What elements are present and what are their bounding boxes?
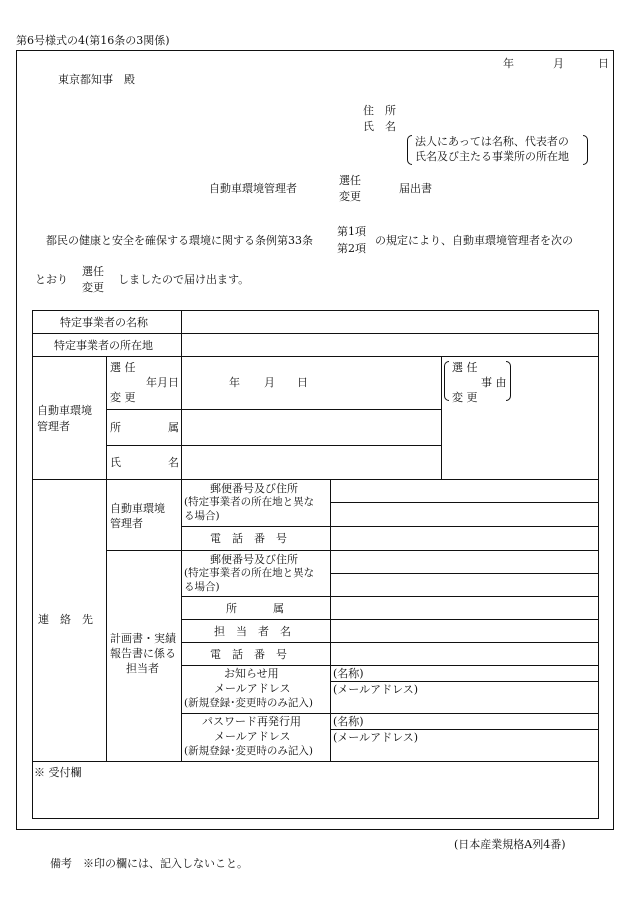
manager-dept-input[interactable] <box>181 409 442 446</box>
manager-postal-code-input[interactable] <box>330 479 599 503</box>
reason-label-2: 事 由 <box>481 376 507 389</box>
appoint-date-year: 年 <box>229 376 240 389</box>
clause-2: 第2項 <box>337 242 366 255</box>
planner-phone-input[interactable] <box>330 642 599 666</box>
pw-label-1: パスワード再発行用 <box>202 715 301 728</box>
planner-address-input[interactable] <box>330 573 599 597</box>
body-text-1: 都民の健康と安全を確保する環境に関する条例第33条 <box>46 234 313 247</box>
business-location-input[interactable] <box>181 333 599 357</box>
manager-group-label-2: 管理者 <box>37 420 70 433</box>
note-bracket-left <box>407 135 412 165</box>
pw-email-placeholder: (メールアドレス) <box>333 731 419 744</box>
planner-dept-input[interactable] <box>330 596 599 620</box>
sub-planner-label-2: 報告書に係る <box>110 647 176 660</box>
appoint-label-2: 年月日 <box>146 376 179 389</box>
sub-planner-label-1: 計画書・実績 <box>110 632 176 645</box>
body-text-2-rest: しましたので届け出ます。 <box>118 273 250 286</box>
appoint-label-1: 選 任 <box>110 361 136 374</box>
body-option-change: 変更 <box>82 281 104 294</box>
reason-bracket-left <box>444 361 449 401</box>
manager-dept-char-2: 属 <box>168 421 179 434</box>
body-text-1-rest: の規定により、自動車環境管理者を次の <box>375 234 573 247</box>
manager-dept-char-1: 所 <box>110 421 121 434</box>
pw-label-3: (新規登録･変更時のみ記入) <box>184 745 313 757</box>
sub-planner-label-3: 担当者 <box>126 662 159 675</box>
business-name-label: 特定事業者の名称 <box>60 316 148 329</box>
manager-postal-label-3: る場合) <box>184 510 220 522</box>
planner-phone-label: 電 話 番 号 <box>210 648 287 661</box>
addressee: 東京都知事 殿 <box>58 73 135 86</box>
planner-person-input[interactable] <box>330 619 599 643</box>
title-suffix: 届出書 <box>399 182 432 195</box>
reception-cell <box>32 761 599 819</box>
appoint-date-day: 日 <box>297 376 308 389</box>
reception-label: ※ 受付欄 <box>34 766 82 779</box>
pw-name-placeholder: (名称) <box>333 715 364 728</box>
contact-label: 連 絡 先 <box>38 613 93 626</box>
appoint-date-month: 月 <box>264 376 275 389</box>
planner-postal-label-3: る場合) <box>184 581 220 593</box>
body-text-2-prefix: とおり <box>35 273 68 286</box>
planner-dept-char-2: 属 <box>273 602 284 615</box>
planner-dept-label-cell <box>181 596 331 620</box>
notify-label-1: お知らせ用 <box>224 667 279 680</box>
manager-name-char-2: 名 <box>168 456 179 469</box>
manager-group-cell <box>32 356 107 480</box>
appoint-label-3: 変 更 <box>110 391 136 404</box>
reason-label-1: 選 任 <box>452 361 478 374</box>
notify-email-placeholder: (メールアドレス) <box>333 683 419 696</box>
reason-label-3: 変 更 <box>452 391 478 404</box>
address-label: 住 所 <box>363 104 396 117</box>
manager-address-input[interactable] <box>330 502 599 527</box>
notify-name-placeholder: (名称) <box>333 667 364 680</box>
notify-label-3: (新規登録･変更時のみ記入) <box>184 697 313 709</box>
business-name-input[interactable] <box>181 310 599 334</box>
manager-postal-label-2: (特定事業者の所在地と異な <box>184 496 315 508</box>
appoint-date-input[interactable] <box>181 356 442 410</box>
manager-phone-input[interactable] <box>330 526 599 551</box>
sub-manager-label-2: 管理者 <box>110 517 143 530</box>
sub-manager-label-1: 自動車環境 <box>110 502 165 515</box>
applicant-note-line1: 法人にあっては名称、代表者の <box>415 135 569 148</box>
date-month-label: 月 <box>553 57 564 70</box>
name-label: 氏 名 <box>363 120 396 133</box>
planner-postal-code-input[interactable] <box>330 550 599 574</box>
paper-size-note: (日本産業規格A列4番) <box>454 838 566 851</box>
planner-postal-label-2: (特定事業者の所在地と異な <box>184 567 315 579</box>
title-prefix: 自動車環境管理者 <box>209 182 297 195</box>
footnote: 備考 ※印の欄には、記入しないこと。 <box>50 857 248 870</box>
body-option-appoint: 選任 <box>82 265 104 278</box>
date-year-label: 年 <box>503 57 514 70</box>
pw-name-input[interactable] <box>330 713 599 730</box>
pw-label-2: メールアドレス <box>214 730 291 743</box>
manager-postal-label-1: 郵便番号及び住所 <box>210 482 298 495</box>
date-day-label: 日 <box>598 57 609 70</box>
reason-bracket-right <box>506 361 511 401</box>
form-id: 第6号様式の4(第16条の3関係) <box>16 34 170 47</box>
manager-name-input[interactable] <box>181 445 442 480</box>
clause-1: 第1項 <box>337 225 366 238</box>
notify-label-2: メールアドレス <box>214 682 291 695</box>
title-option-appoint: 選任 <box>339 174 361 187</box>
planner-postal-label-1: 郵便番号及び住所 <box>210 553 298 566</box>
manager-group-label-1: 自動車環境 <box>37 404 92 417</box>
manager-phone-label: 電 話 番 号 <box>210 532 287 545</box>
business-location-label: 特定事業者の所在地 <box>54 339 153 352</box>
planner-dept-char-1: 所 <box>226 602 237 615</box>
applicant-note-line2: 氏名及び主たる事業所の所在地 <box>415 150 569 163</box>
title-option-change: 変更 <box>339 190 361 203</box>
manager-name-char-1: 氏 <box>110 456 121 469</box>
planner-person-label: 担 当 者 名 <box>214 625 291 638</box>
notify-name-input[interactable] <box>330 665 599 682</box>
note-bracket-right <box>583 135 588 165</box>
